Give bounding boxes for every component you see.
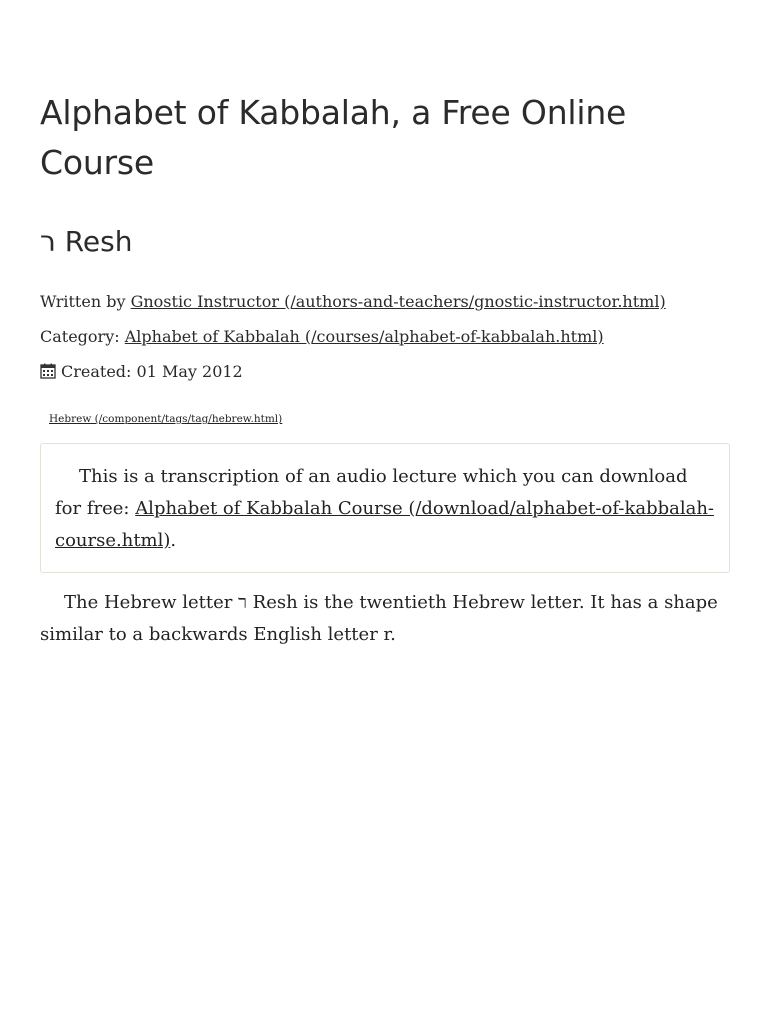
category-link[interactable]: Alphabet of Kabbalah (/courses/alphabet-of-kabbalah.html): [124, 327, 604, 346]
category-line: [40, 319, 730, 354]
notice-paragraph: [55, 461, 715, 557]
transcription-notice: [40, 443, 730, 573]
calendar-icon: [40, 363, 56, 379]
tag-list: [49, 409, 730, 429]
tag-hebrew-link[interactable]: Hebrew (/component/tags/tag/hebrew.html): [49, 413, 283, 425]
created-date: Created: 01 May 2012: [61, 362, 243, 381]
author-link[interactable]: Gnostic Instructor (/authors-and-teachers/gnostic-instructor.html): [130, 292, 666, 311]
body-paragraph: The Hebrew letter ר Resh is the twentieth Hebrew letter. It has a shape similar to a backwards English letter r.: [40, 592, 718, 645]
author-line: [40, 284, 730, 319]
notice-period: .: [170, 530, 177, 551]
created-line: [40, 354, 730, 389]
written-by-label: Written by: [40, 292, 131, 311]
article-meta: [40, 284, 730, 389]
article-title: ר Resh: [40, 225, 133, 258]
notice-text: This is a transcription of an audio lecture which you can download for free:: [55, 466, 688, 519]
download-course-link[interactable]: Alphabet of Kabbalah Course (/download/alphabet-of-kabbalah-course.html): [55, 498, 715, 551]
course-title: Alphabet of Kabbalah, a Free Online Course: [40, 93, 627, 182]
category-label: Category:: [40, 327, 125, 346]
article-page: [40, 88, 730, 651]
